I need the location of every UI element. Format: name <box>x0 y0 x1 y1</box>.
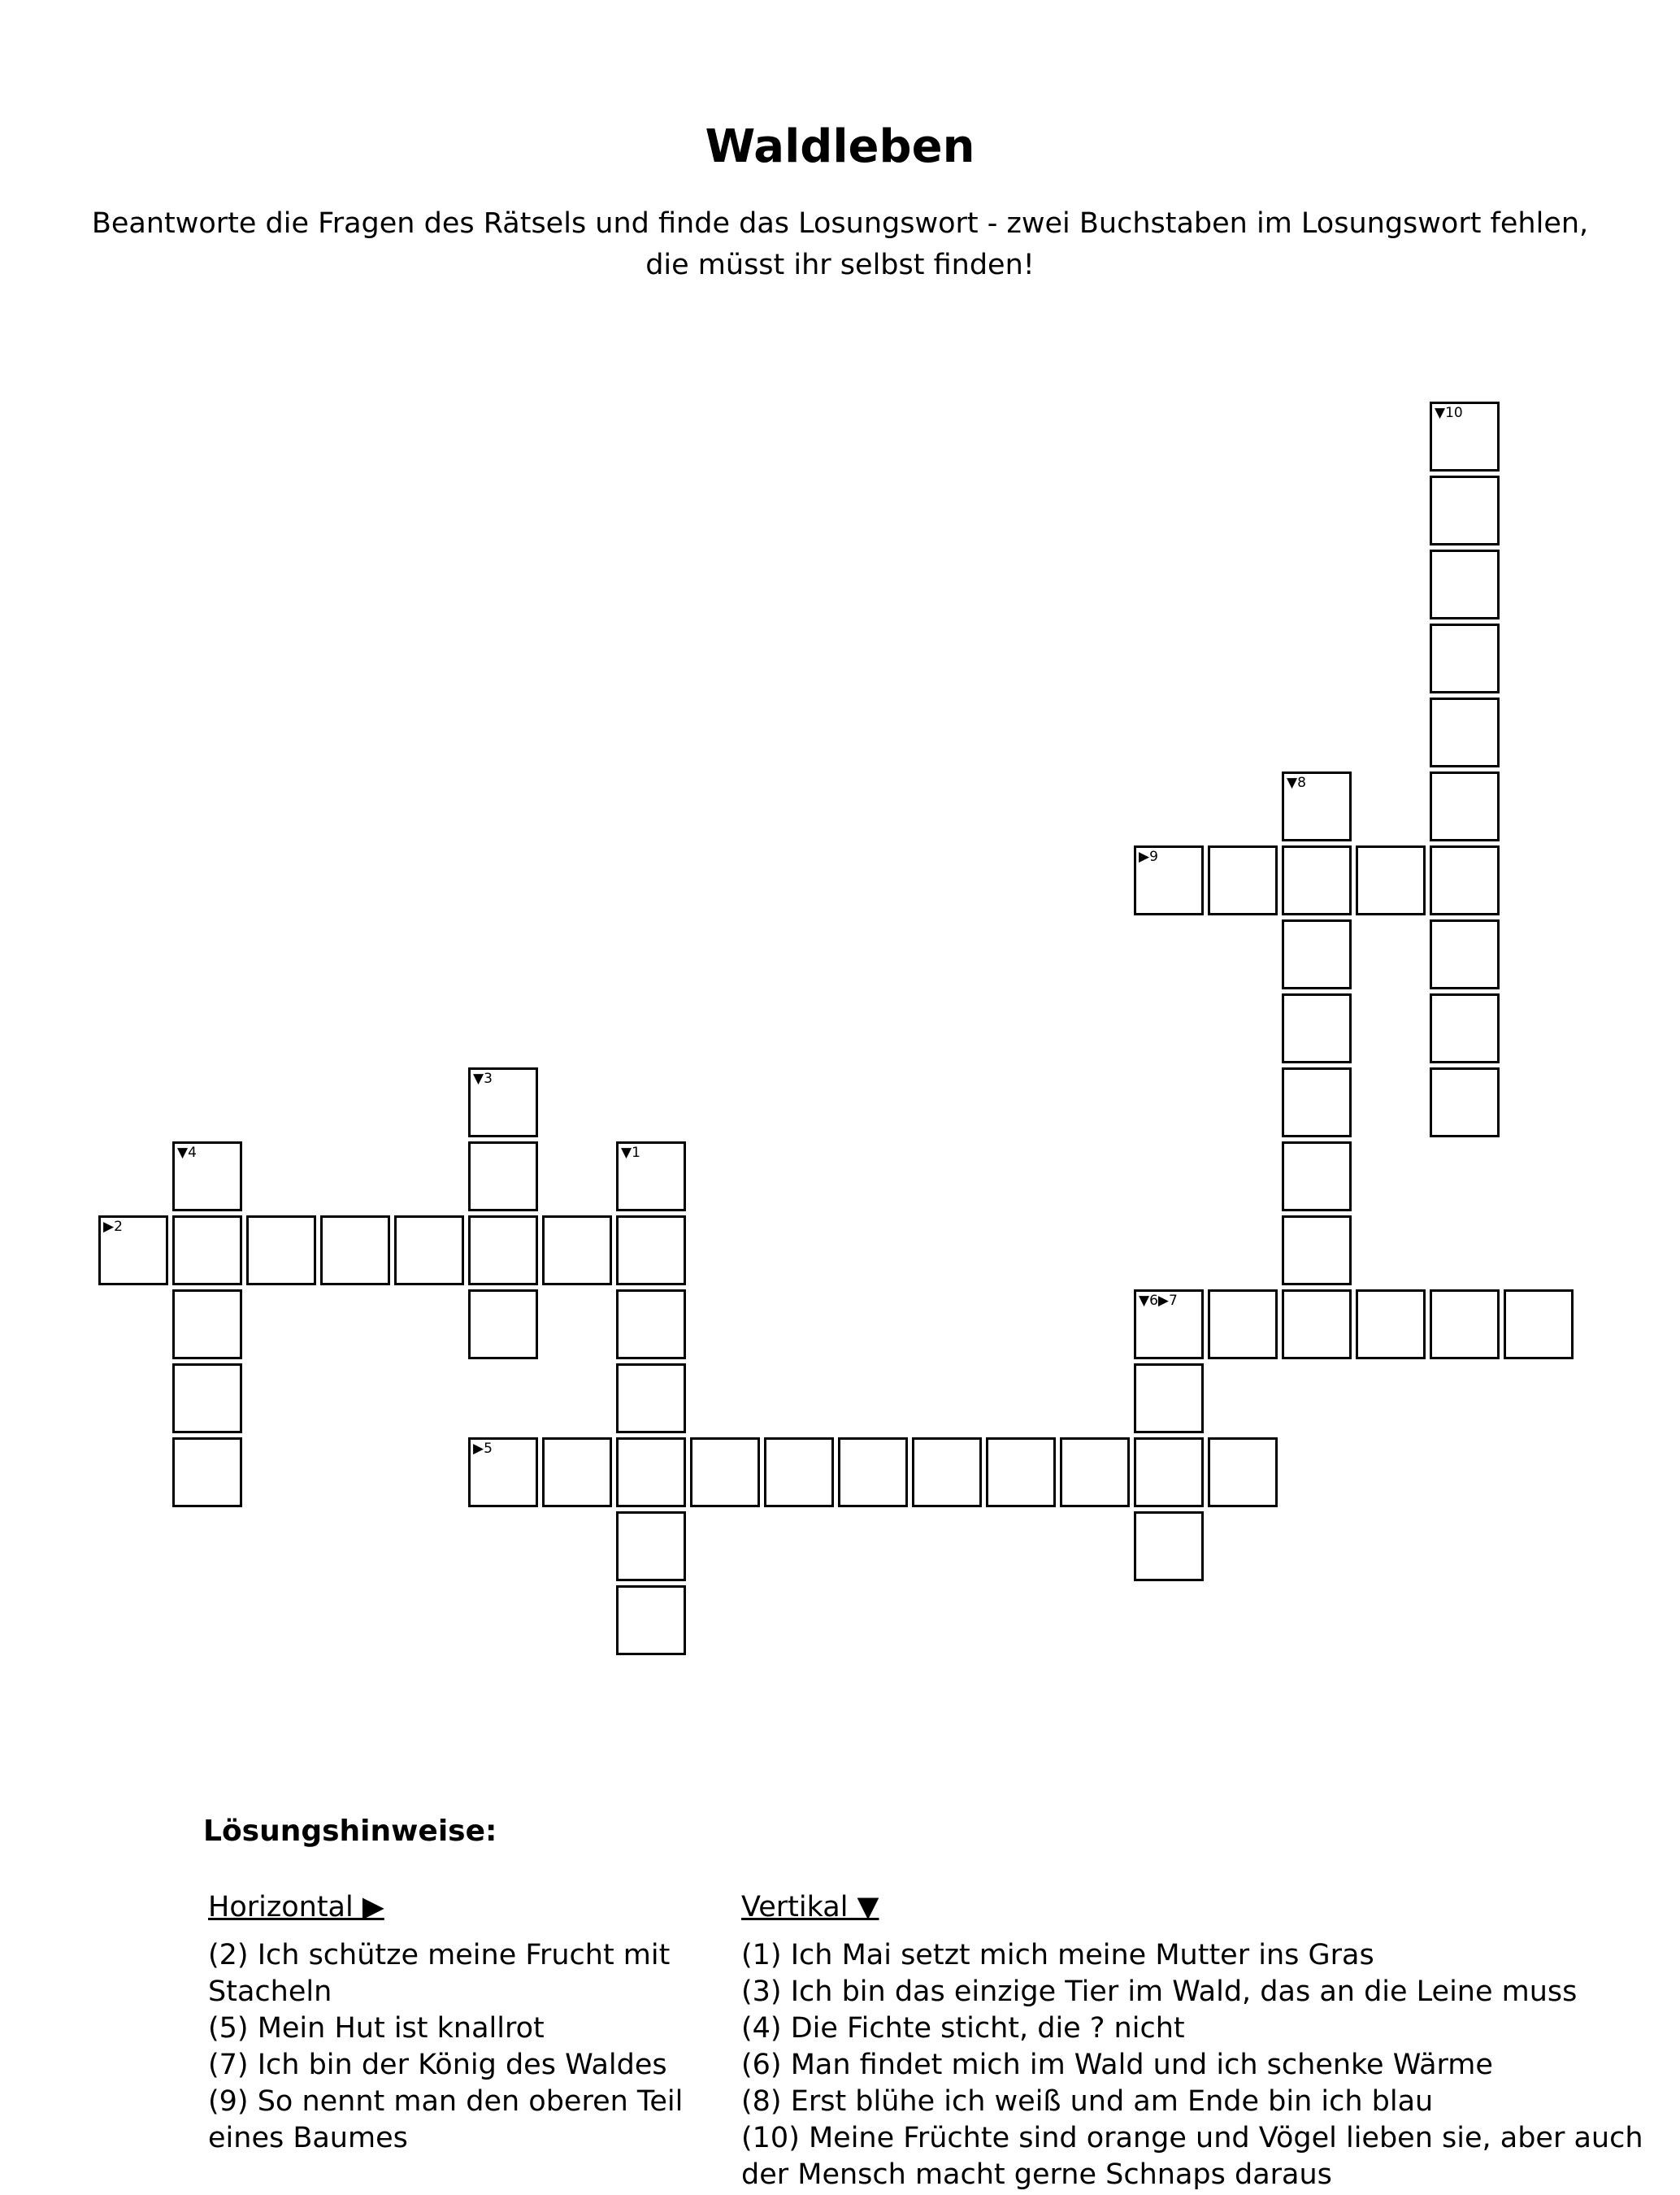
crossword-cell[interactable] <box>616 1215 686 1285</box>
crossword-cell[interactable] <box>468 1215 538 1285</box>
clue-number: ▼6▶7 <box>1139 1293 1178 1309</box>
crossword-cell[interactable] <box>468 1437 538 1507</box>
clue-vertical: (8) Erst blühe ich weiß und am Ende bin ich blau <box>741 2085 1434 2118</box>
crossword-cell[interactable] <box>986 1437 1056 1507</box>
crossword-cell[interactable] <box>542 1215 612 1285</box>
crossword-cell[interactable] <box>1430 550 1500 619</box>
crossword-cell[interactable] <box>1282 993 1352 1063</box>
intro-text: Beantworte die Fragen des Rätsels und finde das Losungswort - zwei Buchstaben im Losungswort fehlen, die müsst ihr selbst finden! <box>91 207 1589 281</box>
crossword-cell[interactable] <box>1282 845 1352 915</box>
crossword-cell[interactable] <box>542 1437 612 1507</box>
clue-horizontal: (7) Ich bin der König des Waldes <box>208 2049 667 2081</box>
clue-number: ▼3 <box>473 1071 493 1087</box>
crossword-cell[interactable] <box>1430 772 1500 841</box>
vertical-heading: Vertikal ▼ <box>741 1891 879 1923</box>
crossword-cell[interactable] <box>616 1437 686 1507</box>
crossword-cell[interactable] <box>1134 1363 1204 1433</box>
crossword-cell[interactable] <box>172 1289 242 1359</box>
crossword-cell[interactable] <box>616 1141 686 1211</box>
crossword-cell[interactable] <box>1060 1437 1130 1507</box>
clues-heading: Lösungshinweise: <box>203 1815 497 1848</box>
crossword-cell[interactable] <box>468 1067 538 1137</box>
crossword-cell[interactable] <box>1134 845 1204 915</box>
crossword-cell[interactable] <box>1282 1289 1352 1359</box>
crossword-cell[interactable] <box>764 1437 834 1507</box>
crossword-cell[interactable] <box>690 1437 760 1507</box>
clue-number: ▶5 <box>473 1441 493 1457</box>
crossword-cell[interactable] <box>172 1437 242 1507</box>
crossword-cell[interactable] <box>616 1511 686 1581</box>
clue-vertical: (10) Meine Früchte sind orange und Vögel lieben sie, aber auch der Mensch macht gerne Schnaps daraus <box>741 2122 1643 2191</box>
crossword-cell[interactable] <box>1282 1215 1352 1285</box>
clue-vertical: (4) Die Fichte sticht, die ? nicht <box>741 2012 1185 2045</box>
clue-number: ▼8 <box>1287 775 1306 791</box>
crossword-cell[interactable] <box>172 1215 242 1285</box>
crossword-cell[interactable] <box>1282 919 1352 989</box>
crossword-cell[interactable] <box>1282 1141 1352 1211</box>
crossword-cell[interactable] <box>1208 845 1278 915</box>
crossword-cell[interactable] <box>1356 1289 1426 1359</box>
clue-vertical: (6) Man findet mich im Wald und ich schenke Wärme <box>741 2049 1493 2081</box>
crossword-cell[interactable] <box>1430 402 1500 472</box>
crossword-cell[interactable] <box>616 1585 686 1655</box>
crossword-cell[interactable] <box>98 1215 168 1285</box>
crossword-cell[interactable] <box>1430 1067 1500 1137</box>
crossword-cell[interactable] <box>1282 772 1352 841</box>
clue-number: ▼10 <box>1435 405 1463 421</box>
crossword-cell[interactable] <box>1430 698 1500 767</box>
clue-number: ▼1 <box>621 1145 640 1161</box>
crossword-cell[interactable] <box>1208 1289 1278 1359</box>
crossword-cell[interactable] <box>838 1437 908 1507</box>
crossword-cell[interactable] <box>1430 476 1500 545</box>
crossword-cell[interactable] <box>1134 1511 1204 1581</box>
clue-number: ▶2 <box>103 1219 123 1235</box>
crossword-cell[interactable] <box>1430 1289 1500 1359</box>
horizontal-heading: Horizontal ▶ <box>208 1891 384 1923</box>
crossword-cell[interactable] <box>616 1289 686 1359</box>
crossword-cell[interactable] <box>468 1141 538 1211</box>
crossword-cell[interactable] <box>1430 919 1500 989</box>
crossword-cell[interactable] <box>616 1363 686 1433</box>
crossword-cell[interactable] <box>172 1141 242 1211</box>
crossword-cell[interactable] <box>1430 845 1500 915</box>
clue-horizontal: (5) Mein Hut ist knallrot <box>208 2012 545 2045</box>
crossword-cell[interactable] <box>320 1215 390 1285</box>
vertical-clues <box>741 1889 1652 2193</box>
crossword-cell[interactable] <box>172 1363 242 1433</box>
crossword-cell[interactable] <box>1134 1289 1204 1359</box>
crossword-cell[interactable] <box>1134 1437 1204 1507</box>
clue-vertical: (3) Ich bin das einzige Tier im Wald, das an die Leine muss <box>741 1976 1578 2008</box>
crossword-cell[interactable] <box>246 1215 316 1285</box>
crossword-cell[interactable] <box>912 1437 982 1507</box>
clue-number: ▶9 <box>1139 849 1158 865</box>
crossword-cell[interactable] <box>468 1289 538 1359</box>
crossword-cell[interactable] <box>1356 845 1426 915</box>
horizontal-clues <box>208 1889 712 2157</box>
crossword-cell[interactable] <box>1208 1437 1278 1507</box>
crossword-cell[interactable] <box>1430 993 1500 1063</box>
page-title: Waldleben <box>705 120 975 173</box>
clue-horizontal: (9) So nennt man den oberen Teil eines Baumes <box>208 2085 684 2154</box>
clue-number: ▼4 <box>177 1145 197 1161</box>
clue-horizontal: (2) Ich schütze meine Frucht mit Stacheln <box>208 1939 671 2008</box>
clue-vertical: (1) Ich Mai setzt mich meine Mutter ins Gras <box>741 1939 1374 1971</box>
crossword-cell[interactable] <box>1504 1289 1574 1359</box>
crossword-cell[interactable] <box>394 1215 464 1285</box>
crossword-cell[interactable] <box>1430 624 1500 693</box>
crossword-cell[interactable] <box>1282 1067 1352 1137</box>
